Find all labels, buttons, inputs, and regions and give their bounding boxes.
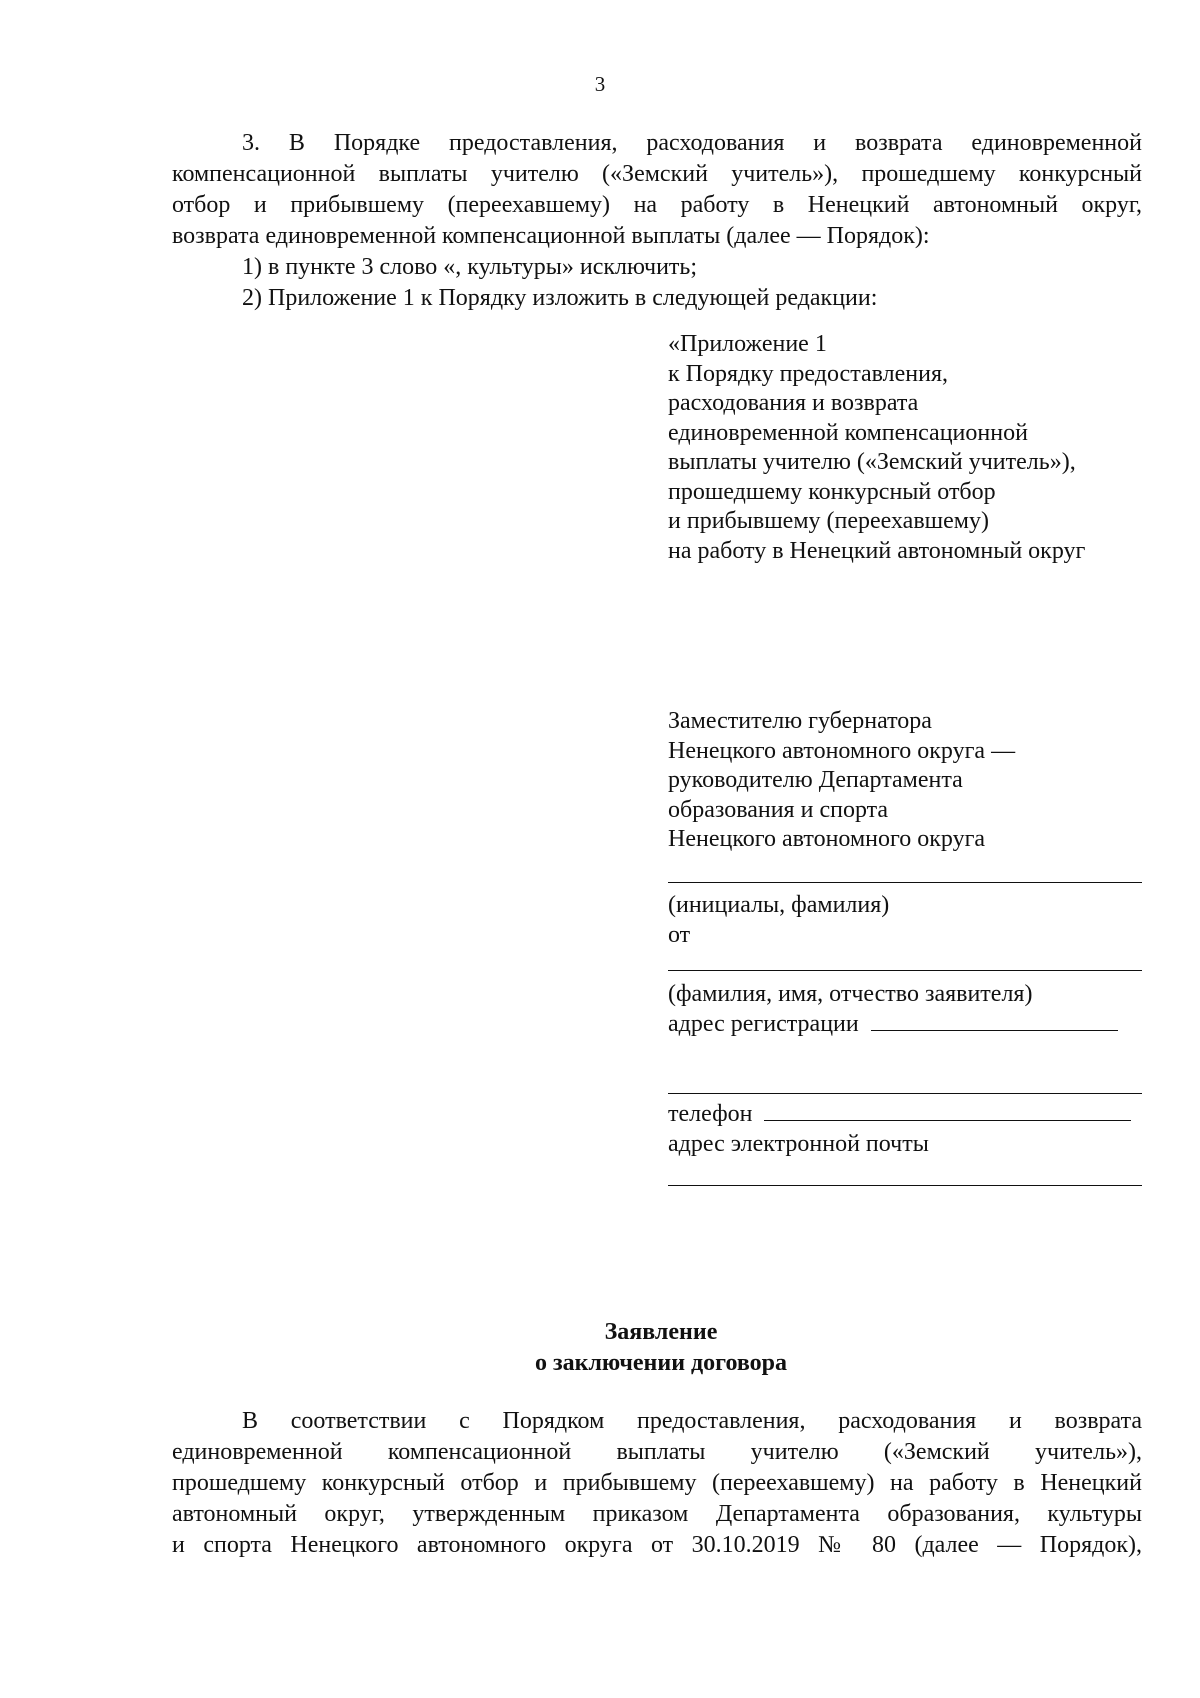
appendix-header-line: на работу в Ненецкий автономный округ [668, 537, 1086, 564]
phone-line [764, 1102, 1131, 1121]
section3-line: компенсационной выплаты учителю («Земский учитель»), прошедшему конкурсный [172, 161, 1142, 187]
email-label: адрес электронной почты [668, 1131, 929, 1157]
appendix-header-line: прошедшему конкурсный отбор [668, 478, 996, 505]
phone-field [668, 1100, 1131, 1130]
initials-caption: (инициалы, фамилия) [668, 892, 890, 918]
applicant-caption: (фамилия, имя, отчество заявителя) [668, 981, 1033, 1007]
appendix-header-line: единовременной компенсационной [668, 419, 1028, 446]
registration-line-2 [668, 1093, 1142, 1094]
phone-label: телефон [668, 1101, 753, 1127]
addressee-line: руководителю Департамента [668, 767, 963, 793]
addressee-name-line [668, 882, 1142, 883]
addressee-line: Ненецкого автономного округа — [668, 737, 1016, 764]
statement-line: единовременной компенсационной выплаты учителю («Земский учитель»), [172, 1439, 1142, 1465]
addressee-block [668, 707, 1015, 855]
section3-line: возврата единовременной компенсационной выплаты (далее — Порядок): [172, 223, 930, 249]
registration-line [871, 1012, 1118, 1031]
addressee-line: Заместителю губернатора [668, 708, 932, 734]
from-label: от [668, 922, 691, 948]
appendix-header-line: выплаты учителю («Земский учитель»), [668, 449, 1076, 475]
statement-line: прошедшему конкурсный отбор и прибывшему (переехавшему) на работу в Ненецкий [172, 1470, 1142, 1496]
statement-line: В соответствии с Порядком предоставления, расходования и возврата [242, 1408, 1142, 1434]
appendix-header-line: и прибывшему (переехавшему) [668, 508, 989, 534]
addressee-line: образования и спорта [668, 796, 889, 823]
statement-body [172, 1406, 1142, 1561]
statement-line: и спорта Ненецкого автономного округа от 30.10.2019 № 80 (далее — Порядок), [172, 1532, 1142, 1558]
section3-line: 3. В Порядке предоставления, расходования и возврата единовременной [242, 130, 1142, 156]
section3-paragraph [172, 128, 1142, 252]
registration-field [668, 1010, 1118, 1040]
statement-title: Заявление [604, 1319, 718, 1345]
email-line [668, 1185, 1142, 1186]
section3-line: отбор и прибывшему (переехавшему) на работу в Ненецкий автономный округ, [172, 192, 1142, 218]
addressee-line: Ненецкого автономного округа [668, 826, 986, 852]
applicant-name-line [668, 970, 1142, 971]
registration-label: адрес регистрации [668, 1011, 859, 1037]
section3-item-2: 2) Приложение 1 к Порядку изложить в следующей редакции: [242, 285, 878, 311]
appendix-header [668, 330, 1085, 566]
appendix-header-line: «Приложение 1 [668, 331, 827, 357]
statement-line: автономный округ, утвержденным приказом Департамента образования, культуры [172, 1501, 1142, 1527]
section3-item-1: 1) в пункте 3 слово «, культуры» исключить; [242, 254, 698, 280]
page-number: 3 [594, 72, 606, 96]
statement-subtitle: о заключении договора [534, 1350, 788, 1376]
appendix-header-line: к Порядку предоставления, [668, 360, 949, 387]
appendix-header-line: расходования и возврата [668, 390, 919, 416]
